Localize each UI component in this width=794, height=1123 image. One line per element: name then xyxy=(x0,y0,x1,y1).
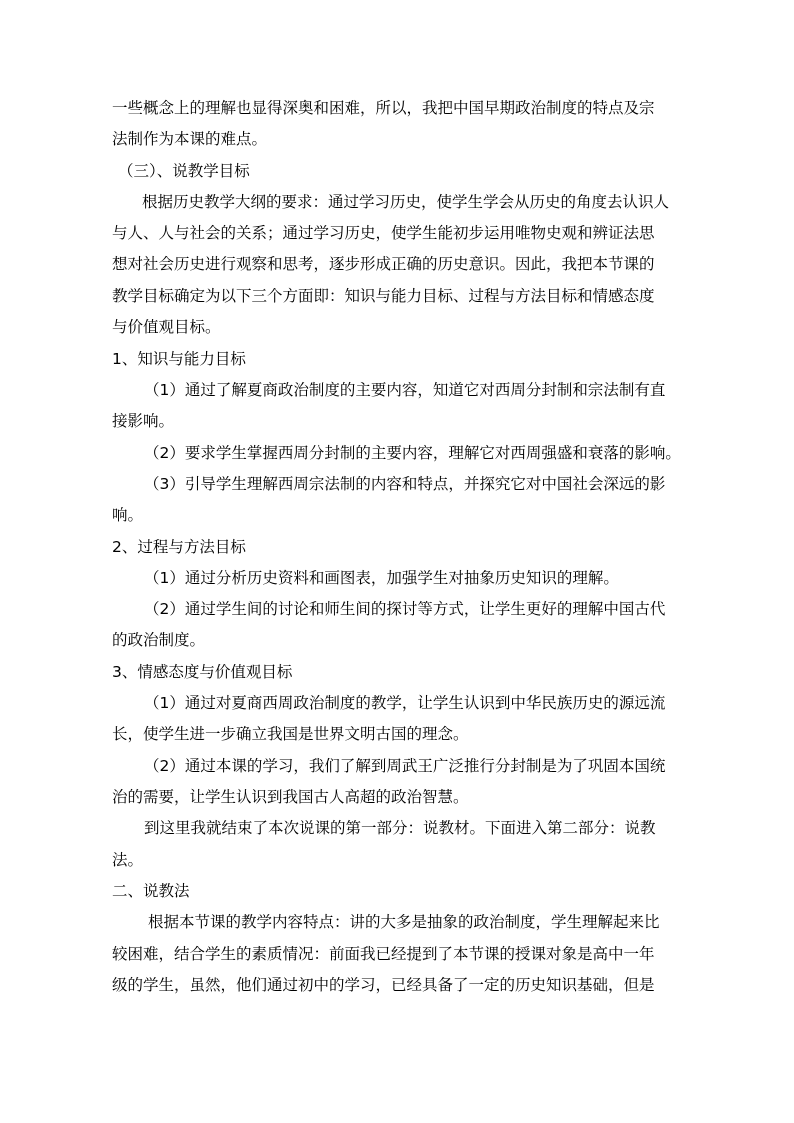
text-line: 到这里我就结束了本次说课的第一部分：说教材。下面进入第二部分：说教 xyxy=(144,819,656,837)
subsection-heading: 2、过程与方法目标 xyxy=(112,538,246,556)
text-line: 教学目标确定为以下三个方面即：知识与能力目标、过程与方法目标和情感态度 xyxy=(112,287,655,305)
text-line: 法。 xyxy=(112,851,144,869)
text-line: 治的需要，让学生认识到我国古人高超的政治智慧。 xyxy=(112,788,469,806)
subsection-heading: 3、情感态度与价值观目标 xyxy=(112,663,293,681)
section-heading: 二、说教法 xyxy=(112,882,190,900)
subsection-heading: 1、知识与能力目标 xyxy=(112,350,246,368)
text-line: 的政治制度。 xyxy=(112,631,206,649)
text-line: 一些概念上的理解也显得深奥和困难，所以，我把中国早期政治制度的特点及宗 xyxy=(112,99,655,117)
text-line: 接影响。 xyxy=(112,412,175,430)
text-line: （2）通过本课的学习，我们了解到周武王广泛推行分封制是为了巩固本国统 xyxy=(144,757,666,775)
text-line: 与人、人与社会的关系；通过学习历史，使学生能初步运用唯物史观和辨证法思 xyxy=(112,224,655,242)
text-line: 级的学生，虽然，他们通过初中的学习，已经具备了一定的历史知识基础，但是 xyxy=(112,976,655,994)
text-line: 较困难，结合学生的素质情况：前面我已经提到了本节课的授课对象是高中一年 xyxy=(112,945,655,963)
text-line: 根据本节课的教学内容特点：讲的大多是抽象的政治制度，学生理解起来比 xyxy=(148,913,660,931)
text-line: （1）通过了解夏商政治制度的主要内容，知道它对西周分封制和宗法制有直 xyxy=(144,381,666,399)
text-line: 法制作为本课的难点。 xyxy=(112,130,268,148)
text-line: （3）引导学生理解西周宗法制的内容和特点，并探究它对中国社会深远的影 xyxy=(144,475,666,493)
text-line: 响。 xyxy=(112,506,144,524)
text-line: 想对社会历史进行观察和思考，逐步形成正确的历史意识。因此，我把本节课的 xyxy=(112,255,655,273)
section-heading: （三）、说教学目标 xyxy=(118,162,250,180)
text-line: （2）要求学生掌握西周分封制的主要内容，理解它对西周强盛和衰落的影响。 xyxy=(144,444,681,462)
text-line: 长，使学生进一步确立我国是世界文明古国的理念。 xyxy=(112,725,469,743)
text-line: （2）通过学生间的讨论和师生间的探讨等方式，让学生更好的理解中国古代 xyxy=(144,600,666,618)
text-line: 与价值观目标。 xyxy=(112,318,221,336)
text-line: （1）通过对夏商西周政治制度的教学，让学生认识到中华民族历史的源远流 xyxy=(144,694,666,712)
text-line: （1）通过分析历史资料和画图表，加强学生对抽象历史知识的理解。 xyxy=(144,569,619,587)
text-line: 根据历史教学大纲的要求：通过学习历史，使学生学会从历史的角度去认识人 xyxy=(142,193,670,211)
